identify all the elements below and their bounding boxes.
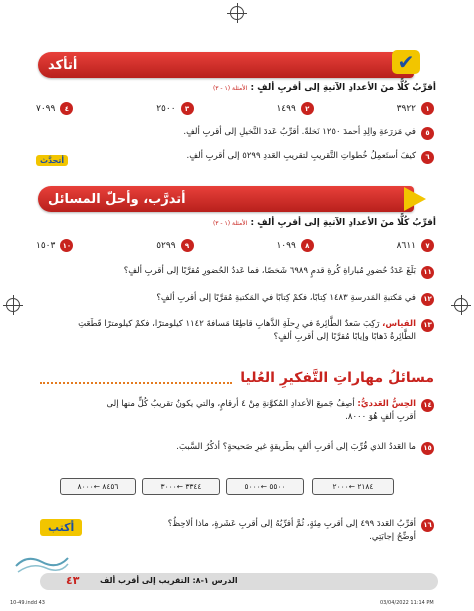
number-sense-tag: الحِسُّ العَدديُّ: xyxy=(357,399,416,409)
practice-item-8 xyxy=(276,239,313,252)
practice-banner xyxy=(38,186,414,212)
problem-11 xyxy=(36,265,434,279)
answer-box-4: ٨٤٥٦ ←٨٠٠٠ xyxy=(60,478,136,495)
problem-number: ١٦ xyxy=(421,519,434,532)
item-number: ٩ xyxy=(181,239,194,252)
check-instruction xyxy=(213,83,436,93)
item-value: ١٥٠٣ xyxy=(36,240,56,251)
write-tag-label: أكتب xyxy=(40,519,82,536)
item-value: ٥٢٩٩ xyxy=(156,240,176,251)
problem-number: ٥ xyxy=(421,127,434,140)
checkmark-icon: ✔ xyxy=(392,50,420,74)
item-value: ١٤٩٩ xyxy=(276,103,296,114)
slug-right: 03/04/2022 11:14 PM xyxy=(380,600,434,606)
check-item-4 xyxy=(36,102,73,115)
problem-6 xyxy=(36,150,434,164)
problem-14-line2: أقربِ ألفٍ هُوَ ٨٠٠٠. xyxy=(345,412,416,422)
answer-box-2: ٥٥٠٠ ←٥٠٠٠ xyxy=(226,478,304,495)
practice-item-9 xyxy=(156,239,193,252)
page-number: ٤٣ xyxy=(66,574,80,587)
item-value: ٨٦١١ xyxy=(396,240,416,251)
problem-number: ١٢ xyxy=(421,293,434,306)
problem-13-line2: الطَّائِرةُ ذَهابًا وإيابًا مُقرَّبًا إلى أقربِ ألفٍ؟ xyxy=(273,332,416,342)
item-value: ٧٠٩٩ xyxy=(36,103,56,114)
write-tag xyxy=(40,516,82,536)
measurement-tag: القياس، xyxy=(382,319,416,329)
problem-5 xyxy=(36,126,434,140)
check-item-1 xyxy=(397,102,434,115)
check-ref: الأمثلة (١ - ٣) xyxy=(212,85,248,92)
problem-number: ١١ xyxy=(421,266,434,279)
answer-box-1: ٢١٨٤ ←٢٠٠٠ xyxy=(312,478,394,495)
check-instruction-text: أقرِّبُ كُلًّا منَ الأعدادِ الآتيةِ إلى أقربِ ألفٍ : xyxy=(250,83,436,93)
practice-ref: الأمثلة (١ - ٣) xyxy=(212,220,248,227)
problem-14-body xyxy=(107,398,416,424)
item-number: ٧ xyxy=(421,239,434,252)
problem-14 xyxy=(36,398,434,424)
problem-11-text: بَلَغَ عَدَدُ حُضورِ مُباراةِ كُرةِ قدمٍ ٦٩٨٩ شَخصًا، فما عَددُ الحُضورِ مُقرَّبًا إلى أقربِ ألفٍ؟ xyxy=(123,266,416,276)
item-number: ١٠ xyxy=(60,239,73,252)
practice-item-10 xyxy=(36,239,73,252)
problem-number: ١٤ xyxy=(421,399,434,412)
problem-number: ١٥ xyxy=(421,442,434,455)
hots-title: مسائلُ مهاراتِ التَّفكيرِ العُليا xyxy=(240,370,434,386)
slug-left: 10-49.indd 43 xyxy=(10,600,45,606)
lesson-title: الدرس ١-٨: التقريب إلى أقرب ألف xyxy=(100,576,238,585)
problem-16-body xyxy=(168,518,416,544)
problem-16-line2: أوضِّحُ إجابَتِي. xyxy=(369,532,416,542)
check-item-3 xyxy=(156,102,193,115)
check-item-2 xyxy=(276,102,313,115)
problem-12-text: في مَكتبةِ المَدرسةِ ١٤٨٣ كِتابًا، فكمْ كِتابًا في المَكتبةِ مُقرَّبًا إلى أقربِ ألفٍ؟ xyxy=(156,293,416,303)
problem-6-text: كيفَ أستَعمِلُ خُطواتِ التَّقريبِ لتقريبِ العَددِ ٥٢٩٩ إلى أقربِ ألفٍ. xyxy=(186,151,416,161)
check-banner-title: أتأكد xyxy=(48,57,78,73)
pencil-arrow-icon xyxy=(404,187,426,211)
practice-instruction-text: أقرِّبُ كُلًّا منَ الأعدادِ الآتيةِ إلى أقربِ ألفٍ : xyxy=(250,218,436,228)
problem-12 xyxy=(36,292,434,306)
practice-items-row xyxy=(36,239,434,252)
check-banner xyxy=(38,52,414,78)
answer-box-3: ٣٣٤٤ ←٣٠٠٠ xyxy=(142,478,220,495)
item-number: ٤ xyxy=(60,102,73,115)
ministry-logo-icon xyxy=(12,548,72,578)
item-number: ١ xyxy=(421,102,434,115)
registration-mark-left xyxy=(6,298,20,312)
problem-number: ٦ xyxy=(421,151,434,164)
practice-item-7 xyxy=(397,239,434,252)
problem-15-text: ما العَددُ الذي قُرِّبَ إلى أقربِ ألفٍ بطَريقةٍ غيرِ صَحيحةٍ؟ أذكُرُ السَّببَ. xyxy=(176,442,416,452)
problem-16 xyxy=(94,518,434,544)
check-items-row xyxy=(36,102,434,115)
problem-13 xyxy=(36,318,434,344)
item-number: ٣ xyxy=(181,102,194,115)
talk-tag-label: أتحدَّث xyxy=(36,155,68,166)
problem-16-line1: أقرِّبُ العَددَ ٤٩٩ إلى أقربِ مِئةٍ، ثُمَّ أقرِّبُهُ إلى أقربِ عَشَرةٍ، ماذا ألاحِظُ؟ xyxy=(167,519,416,529)
practice-banner-title: أتدرَّب، وأحلّ المسائل xyxy=(48,191,186,207)
problem-14-line1: أصِفُ جَميعَ الأعدادِ المُكوَّنةِ مِنْ ٤ أرقامٍ، والتي يكونُ تقريبُ كُلٍّ منها إلى xyxy=(106,399,355,409)
registration-mark-right xyxy=(454,298,468,312)
item-number: ٢ xyxy=(301,102,314,115)
item-value: ١٠٩٩ xyxy=(276,240,296,251)
problem-15 xyxy=(36,441,434,455)
practice-instruction xyxy=(213,218,436,228)
item-number: ٨ xyxy=(301,239,314,252)
registration-mark-top xyxy=(230,6,244,20)
hots-divider xyxy=(40,382,232,384)
problem-13-line1: رَكِبَ سَعدٌ الطَّائِرةَ في رِحلَةِ الذَّهابِ قاطِعًا مَسافةَ ١١٤٢ كيلومترًا، فكمْ كيلومترًا قَطَعَتِ xyxy=(78,319,380,329)
item-value: ٢٥٠٠ xyxy=(156,103,176,114)
problem-number: ١٣ xyxy=(421,319,434,332)
talk-tag xyxy=(36,148,68,167)
problem-5-text: في مَزرَعةِ والِدِ أحمدَ ١٢٥٠ نَخلةً. أقرِّبُ عَددَ النَّخيلِ إلى أقربِ ألفٍ. xyxy=(183,127,416,137)
problem-13-body xyxy=(78,318,416,344)
item-value: ٣٩٢٢ xyxy=(396,103,416,114)
